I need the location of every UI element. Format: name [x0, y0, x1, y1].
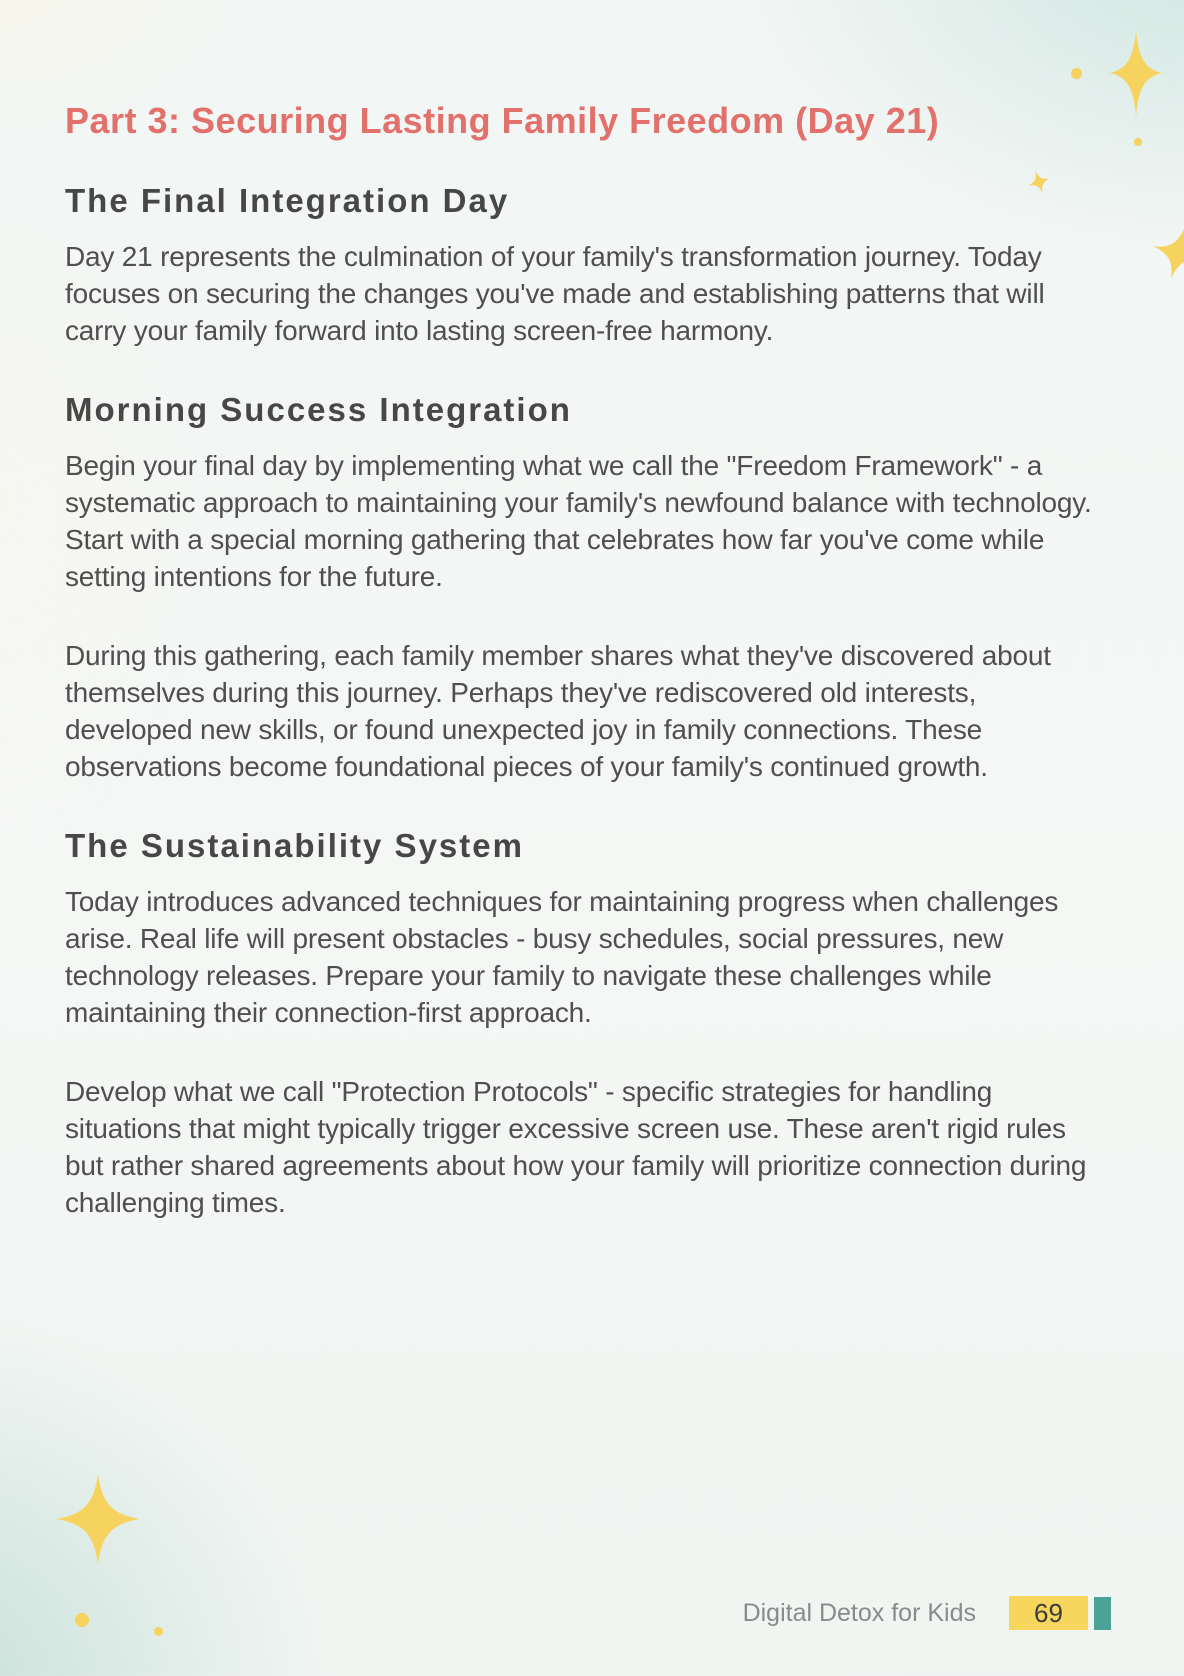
part-title: Part 3: Securing Lasting Family Freedom (Day 21): [65, 100, 940, 141]
section-heading: Morning Success Integration: [65, 391, 572, 428]
paragraph: Develop what we call "Protection Protocols" - specific strategies for handling situations that might typically trigger excessive screen use. These aren't rigid rules but rather shared agreements about how your family will prioritize connection during challenging times.: [65, 1076, 1087, 1218]
section-sustainability-system: [65, 827, 1100, 1221]
section-heading: The Final Integration Day: [65, 182, 510, 219]
sparkle-icon: [1110, 30, 1162, 116]
page-footer: [743, 1596, 1111, 1630]
paragraph: Day 21 represents the culmination of your family's transformation journey. Today focuses on securing the changes you've made and establishing patterns that will carry your family forward into lasting screen-free harmony.: [65, 241, 1045, 346]
section-heading: The Sustainability System: [65, 827, 524, 864]
footer-accent-bar: [1094, 1597, 1111, 1630]
sparkle-dot-icon: [1071, 68, 1082, 79]
sparkle-icon: [1146, 220, 1184, 286]
sparkle-icon: [56, 1474, 140, 1564]
book-title: Digital Detox for Kids: [742, 1598, 976, 1627]
section-morning-success-integration: [65, 391, 1100, 785]
page-content: [65, 100, 1100, 1263]
page-number-badge: 69: [1009, 1596, 1088, 1630]
paragraph: Begin your final day by implementing what we call the "Freedom Framework" - a systematic approach to maintaining your family's newfound balance with technology. Start with a special morning gathering that celebrates how far you've come while setting intentions for the future.: [65, 450, 1092, 592]
section-final-integration-day: [65, 182, 1100, 349]
paragraph: Today introduces advanced techniques for maintaining progress when challenges arise. Real life will present obstacles - busy schedules, social pressures, new technology releases. Prepare your family to navigate these challenges while maintaining their connection-first approach.: [65, 886, 1059, 1028]
sparkle-dot-icon: [75, 1613, 89, 1627]
sparkle-dot-icon: [154, 1627, 163, 1636]
sparkle-dot-icon: [1134, 138, 1142, 146]
paragraph: During this gathering, each family member shares what they've discovered about themselves during this journey. Perhaps they've rediscovered old interests, developed new skills, or found unexpected joy in family connections. These observations become foundational pieces of your family's continued growth.: [65, 640, 1051, 782]
